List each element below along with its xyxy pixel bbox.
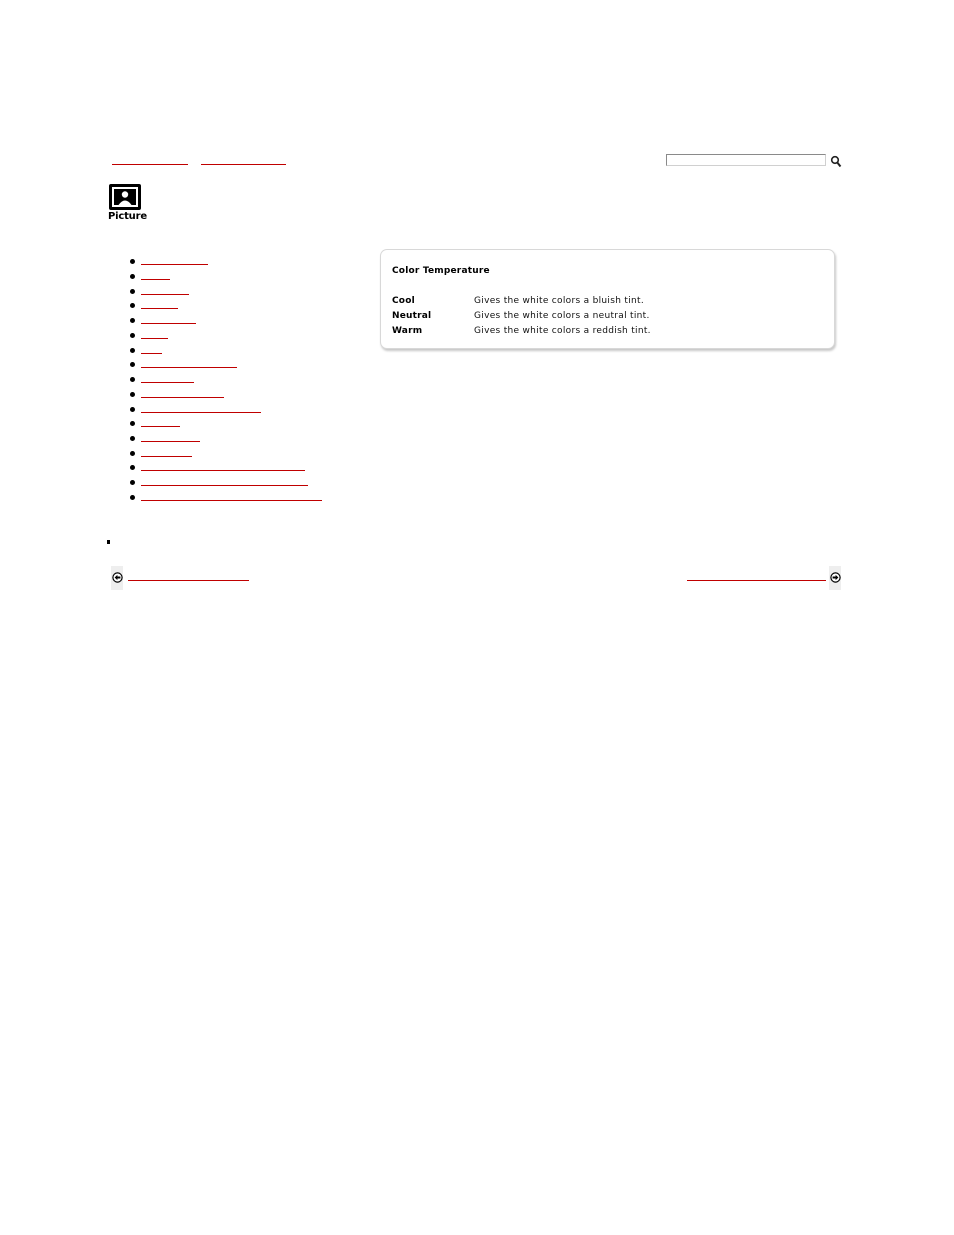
- option-term: Cool: [392, 296, 415, 306]
- search-input[interactable]: [666, 154, 826, 166]
- next-link[interactable]: [687, 570, 826, 581]
- search-button[interactable]: [830, 153, 842, 166]
- previous-button[interactable]: [111, 566, 123, 590]
- panel-title: Color Temperature: [392, 266, 490, 276]
- option-term: Neutral: [392, 311, 432, 321]
- info-panel: [380, 249, 835, 349]
- breadcrumb-link-1[interactable]: [112, 154, 188, 165]
- category-label: Picture: [108, 211, 147, 222]
- breadcrumb-link-2[interactable]: [201, 154, 286, 165]
- option-term: Warm: [392, 326, 423, 336]
- arrow-left-circle-icon: [112, 572, 123, 583]
- section-marker: [107, 540, 110, 544]
- magnifier-icon: [830, 155, 842, 168]
- arrow-right-circle-icon: [830, 572, 841, 583]
- option-description: Gives the white colors a reddish tint.: [474, 326, 651, 336]
- next-button[interactable]: [829, 566, 841, 590]
- option-description: Gives the white colors a bluish tint.: [474, 296, 644, 306]
- option-description: Gives the white colors a neutral tint.: [474, 311, 650, 321]
- previous-link[interactable]: [128, 570, 249, 581]
- portrait-picture-icon: [109, 184, 141, 210]
